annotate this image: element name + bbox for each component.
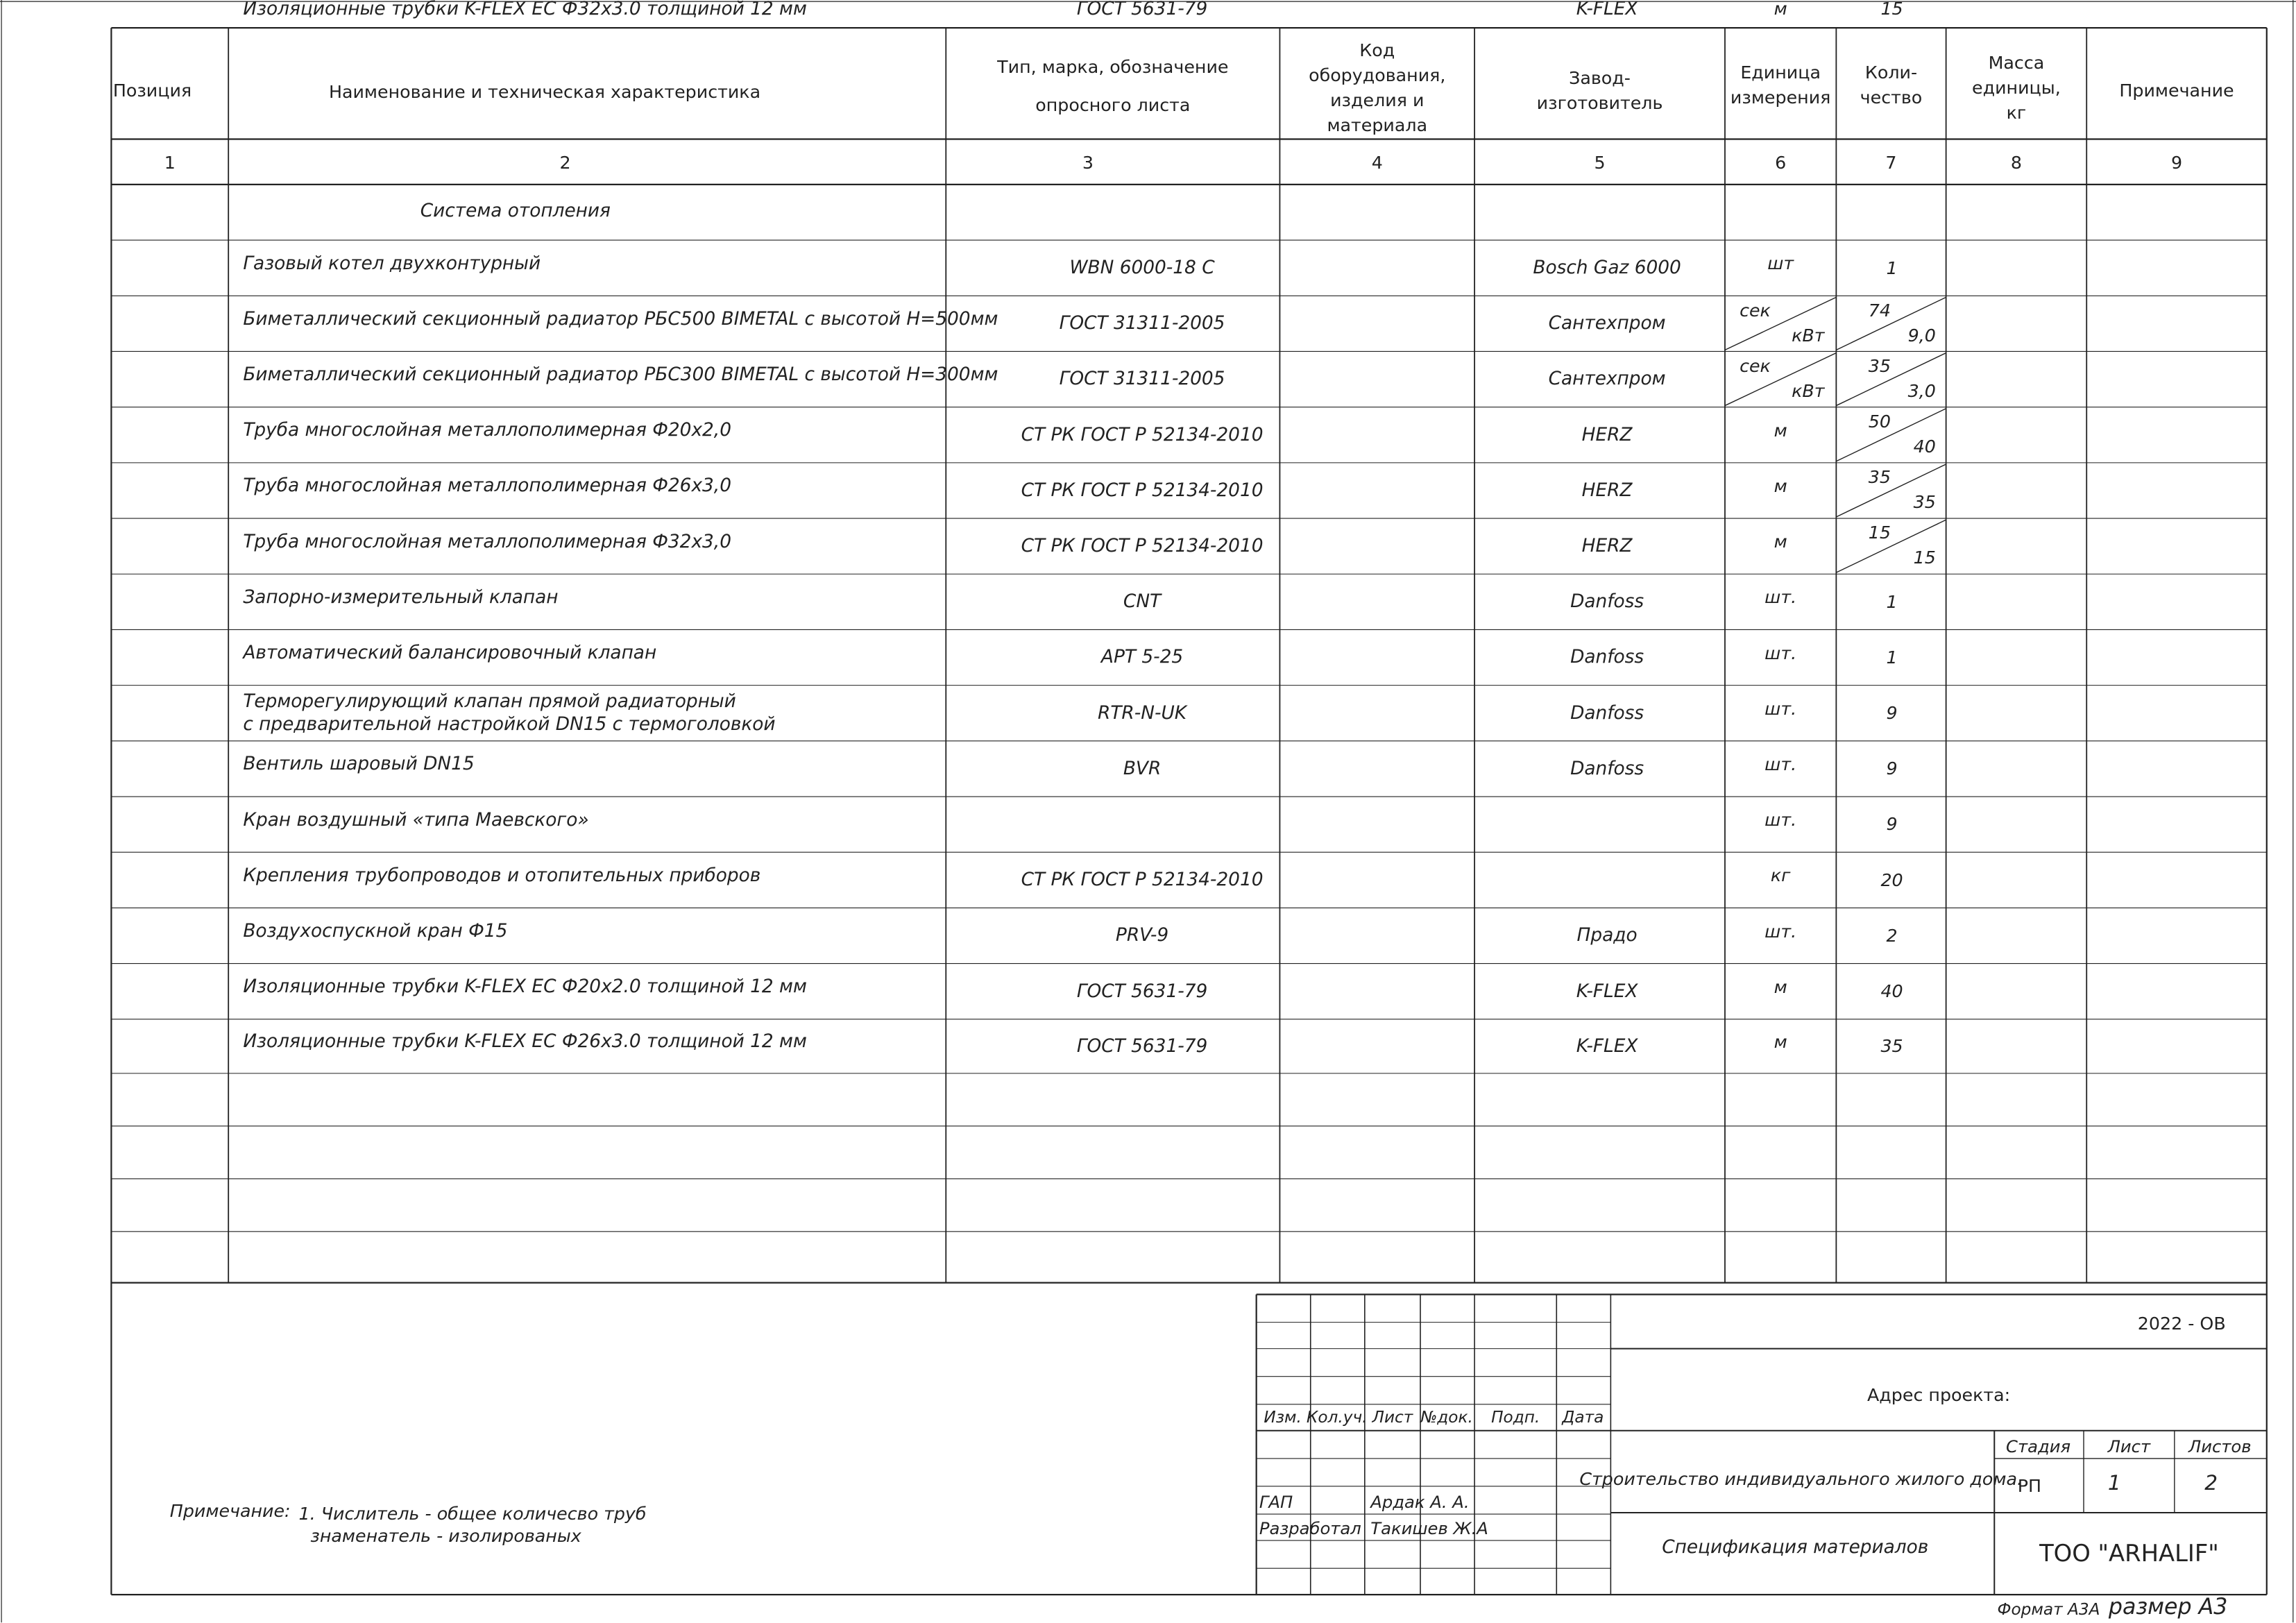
item-type: СТ РК ГОСТ Р 52134-2010 — [1021, 479, 1264, 501]
item-unit: м — [1774, 0, 1787, 19]
stamp-sheets-label: Листов — [2188, 1436, 2252, 1456]
column-header: Код — [1359, 40, 1395, 61]
item-maker: HERZ — [1581, 424, 1633, 445]
item-name: Труба многослойная металлополимерная Ф32х3,0 — [243, 531, 731, 552]
item-unit: м — [1774, 475, 1787, 496]
stamp-sheets: 2 — [2204, 1470, 2218, 1495]
item-type: ГОСТ 5631-79 — [1076, 0, 1208, 19]
item-maker: Сантехпром — [1548, 368, 1666, 390]
qty-denominator: 40 — [1913, 435, 1936, 457]
column-header: оборудования, — [1309, 65, 1446, 86]
item-type: BVR — [1123, 758, 1162, 779]
qty-numerator: 50 — [1868, 411, 1891, 432]
qty-numerator: 74 — [1868, 299, 1891, 321]
column-number: 6 — [1775, 151, 1787, 173]
qty-denominator: 35 — [1913, 491, 1936, 513]
item-maker: Bosch Gaz 6000 — [1533, 257, 1681, 278]
item-name: Изоляционные трубки K-FLEX EC Ф20х2.0 толщиной 12 мм — [243, 976, 807, 998]
item-qty: 1 — [1886, 590, 1898, 612]
qty-denominator: 3,0 — [1907, 380, 1936, 401]
column-number: 1 — [164, 151, 176, 173]
item-unit: м — [1774, 1030, 1787, 1052]
item-type: ГОСТ 31311-2005 — [1059, 368, 1225, 390]
item-maker: Danfoss — [1570, 591, 1644, 613]
unit-numerator: сек — [1740, 299, 1771, 321]
stamp-rev-header: №док. — [1420, 1408, 1473, 1427]
item-maker: Danfoss — [1570, 702, 1644, 724]
stamp-stage: РП — [2017, 1475, 2042, 1497]
column-header: единицы, — [1972, 76, 2061, 98]
qty-denominator: 9,0 — [1907, 324, 1936, 346]
item-maker: HERZ — [1581, 535, 1633, 556]
column-header: чество — [1860, 86, 1923, 108]
column-header: измерения — [1730, 86, 1831, 108]
item-qty: 9 — [1886, 758, 1898, 779]
stamp-rev-header: Кол.уч. — [1306, 1408, 1368, 1427]
column-header: Тип, марка, обозначение — [997, 56, 1229, 78]
column-number: 8 — [2010, 151, 2022, 173]
item-qty: 9 — [1886, 702, 1898, 724]
item-type: PRV-9 — [1115, 925, 1169, 946]
item-type: APT 5-25 — [1100, 647, 1184, 668]
item-name: Изоляционные трубки K-FLEX EC Ф26х3.0 толщиной 12 мм — [243, 1031, 807, 1053]
qty-numerator: 35 — [1868, 355, 1891, 376]
item-unit: шт. — [1764, 809, 1797, 831]
item-name: Труба многослойная металлополимерная Ф26х3,0 — [243, 475, 731, 497]
note-line: знаменатель - изолированых — [310, 1525, 581, 1547]
item-unit: шт. — [1764, 753, 1797, 774]
item-name: Запорно-измерительный клапан — [243, 586, 559, 608]
item-maker: Прадо — [1576, 925, 1638, 946]
column-header: изделия и — [1330, 89, 1425, 110]
item-name: Терморегулирующий клапан прямой радиаторный — [243, 690, 736, 712]
stamp-person: Такишев Ж.А — [1370, 1518, 1488, 1539]
stamp-doc-title: Спецификация материалов — [1662, 1537, 1929, 1558]
column-number: 2 — [559, 151, 571, 173]
column-header: Примечание — [2119, 80, 2234, 101]
column-header: Коли- — [1864, 61, 1918, 83]
note-line: 1. Числитель - общее количесво труб — [298, 1503, 647, 1524]
stamp-rev-header: Изм. — [1264, 1408, 1302, 1427]
stamp-role: Разработал — [1259, 1518, 1361, 1539]
column-header: Единица — [1740, 61, 1821, 83]
stamp-project: Строительство индивидуального жилого дома. — [1579, 1468, 2023, 1489]
item-name: Труба многослойная металлополимерная Ф20х2,0 — [243, 420, 731, 441]
column-header: опросного листа — [1035, 94, 1191, 116]
item-maker: K-FLEX — [1576, 1035, 1638, 1057]
note-label: Примечание: — [169, 1500, 291, 1522]
item-qty: 1 — [1886, 646, 1898, 668]
column-number: 4 — [1371, 151, 1383, 173]
item-name: Изоляционные трубки K-FLEX EC Ф32х3.0 толщиной 12 мм — [243, 0, 807, 19]
column-number: 3 — [1082, 151, 1094, 173]
item-qty: 1 — [1886, 257, 1898, 278]
column-number: 7 — [1885, 151, 1897, 173]
qty-numerator: 35 — [1868, 466, 1891, 488]
item-maker: Danfoss — [1570, 647, 1644, 668]
column-header: кг — [2006, 101, 2027, 123]
column-header: Завод- — [1569, 67, 1631, 89]
item-unit: шт — [1767, 253, 1794, 274]
unit-denominator: кВт — [1792, 324, 1825, 346]
item-unit: шт. — [1764, 586, 1797, 608]
item-unit: шт. — [1764, 920, 1797, 942]
size-label: размер А3 — [2108, 1595, 2228, 1620]
column-header: Масса — [1988, 52, 2045, 74]
item-name: Кран воздушный «типа Маевского» — [243, 809, 589, 831]
item-unit: шт. — [1764, 642, 1797, 663]
column-header: изготовитель — [1536, 92, 1663, 114]
item-qty: 35 — [1880, 1035, 1903, 1057]
item-qty: 9 — [1886, 813, 1898, 835]
column-number: 9 — [2170, 151, 2183, 173]
item-qty: 15 — [1880, 0, 1903, 19]
format-label: Формат А3А — [1997, 1599, 2100, 1619]
item-type: ГОСТ 5631-79 — [1076, 980, 1208, 1002]
stamp-stage-label: Стадия — [2006, 1436, 2071, 1456]
qty-denominator: 15 — [1913, 547, 1936, 568]
stamp-sheet-label: Лист — [2107, 1436, 2151, 1456]
stamp-address-label: Адрес проекта: — [1866, 1384, 2011, 1406]
item-type: CNT — [1123, 591, 1162, 613]
unit-denominator: кВт — [1792, 380, 1825, 401]
item-unit: кг — [1770, 865, 1791, 886]
item-type: СТ РК ГОСТ Р 52134-2010 — [1021, 535, 1264, 556]
item-maker: Danfoss — [1570, 758, 1644, 779]
item-unit: шт. — [1764, 697, 1797, 719]
stamp-sheet: 1 — [2107, 1470, 2121, 1495]
item-type: СТ РК ГОСТ Р 52134-2010 — [1021, 424, 1264, 445]
item-qty: 20 — [1880, 869, 1903, 890]
item-type: ГОСТ 31311-2005 — [1059, 313, 1225, 334]
item-maker: K-FLEX — [1576, 980, 1638, 1002]
item-type: RTR-N-UK — [1098, 702, 1187, 724]
stamp-company: ТОО "ARHALIF" — [2039, 1540, 2219, 1567]
item-qty: 40 — [1880, 980, 1903, 1002]
column-header: Наименование и техническая характеристика — [328, 81, 761, 103]
qty-numerator: 15 — [1868, 522, 1891, 543]
stamp-rev-header: Дата — [1562, 1408, 1604, 1427]
item-name: Воздухоспускной кран Ф15 — [243, 920, 508, 942]
item-maker: HERZ — [1581, 479, 1633, 501]
column-number: 5 — [1594, 151, 1606, 173]
item-unit: м — [1774, 419, 1787, 441]
item-name: Вентиль шаровый DN15 — [243, 754, 475, 775]
item-type: СТ РК ГОСТ Р 52134-2010 — [1021, 869, 1264, 891]
item-maker: K-FLEX — [1576, 0, 1638, 19]
item-type: WBN 6000-18 C — [1069, 257, 1215, 278]
section-title: Система отопления — [420, 200, 611, 221]
item-unit: м — [1774, 976, 1787, 997]
item-name: Биметаллический секционный радиатор РБС300 BIMETAL с высотой Н=300мм — [243, 364, 998, 386]
stamp-person: Ардак А. А. — [1370, 1492, 1470, 1513]
column-header: материала — [1327, 114, 1428, 135]
item-qty: 2 — [1886, 924, 1898, 946]
stamp-code: 2022 - ОВ — [2137, 1313, 2226, 1334]
item-maker: Сантехпром — [1548, 313, 1666, 334]
item-name: Газовый котел двухконтурный — [243, 253, 541, 274]
column-header: Позиция — [112, 80, 192, 101]
unit-numerator: сек — [1740, 355, 1771, 376]
item-name: Автоматический балансировочный клапан — [243, 643, 657, 664]
item-name: Крепления трубопроводов и отопительных приборов — [243, 865, 761, 886]
stamp-role: ГАП — [1259, 1492, 1293, 1513]
item-name: с предварительной настройкой DN15 с термоголовкой — [243, 714, 776, 736]
stamp-rev-header: Подп. — [1491, 1408, 1540, 1427]
item-type: ГОСТ 5631-79 — [1076, 1035, 1208, 1057]
item-unit: м — [1774, 531, 1787, 552]
item-name: Биметаллический секционный радиатор РБС500 BIMETAL с высотой Н=500мм — [243, 308, 998, 330]
stamp-rev-header: Лист — [1372, 1408, 1413, 1427]
